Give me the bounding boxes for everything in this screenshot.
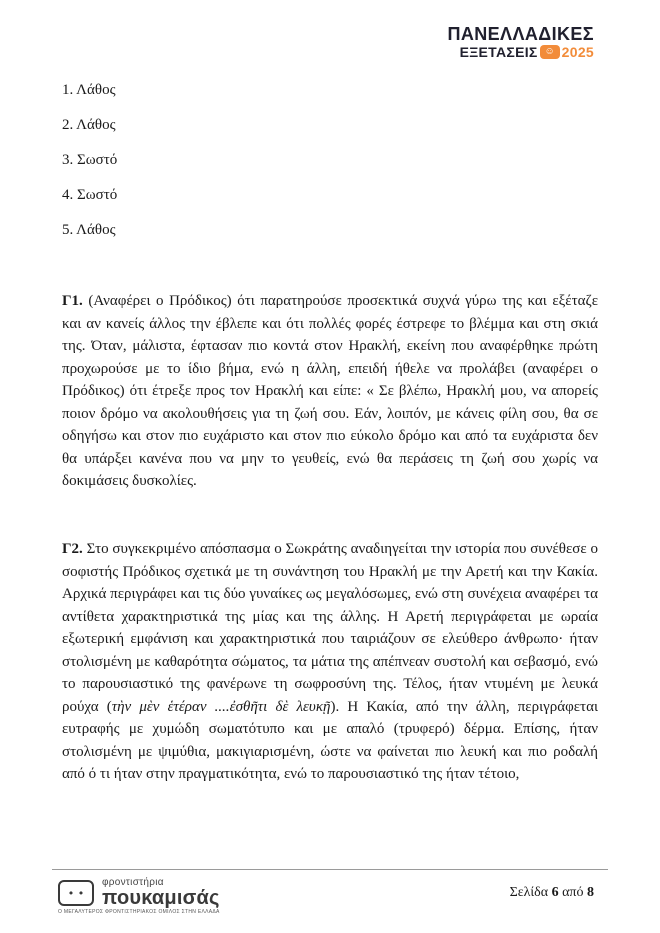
footer-logo <box>58 877 258 917</box>
brand-exams-label: ΕΞΕΤΑΣΕΙΣ <box>459 44 538 60</box>
page-number <box>510 885 594 901</box>
answer-g1-label: Γ1. <box>62 293 83 309</box>
brand-title: ΠΑΝΕΛΛΑΔΙΚΕΣ <box>447 24 594 44</box>
answer-g2-text-a: Στο συγκεκριμένο απόσπασμα ο Σωκράτης αναδιηγείται την ιστορία που συνέθεσε ο σοφιστής Πρόδικος σχετικά με τη συνάντηση του Ηρακλή με την Αρετή και την Κακία. Αρχικά περιγράφει και τις δύο γυναίκες ως μεγαλόσωμες, ενώ στη συνέχεια αναφέρει τα αντίθετα χαρακτηριστικά της μίας και της άλλης. Η Αρετή περιγράφεται με ωραία εξωτερική εμφάνιση και χαρακτηριστικά που ταιριάζουν σε ελεύθερο άνθρωπο· ήταν στολισμένη με καθαρότητα σώματος, τα μάτια της απέπνεαν συστολή και σεβασμό, ενώ το παρουσιαστικό της φανέρωνε τη σωφροσύνη της. Τέλος, ήταν ντυμένη με λευκά ρούχα ( <box>62 541 599 715</box>
answer-g1-text: (Αναφέρει ο Πρόδικος) ότι παρατηρούσε προσεκτικά συχνά γύρω της και εξέταζε και αν κανείς άλλος την έβλεπε και ότι πολλές φορές έστρεφε το βλέμμα και στη σκιά της. Όταν, μάλιστα, έφτασαν πιο κοντά στον Ηρακλή, εκείνη που αναφέρθηκε πρώτη προχωρούσε με το ίδιο βήμα, ενώ η άλλη, επειδή ήθελε να προλάβει (αναφέρει ο Πρόδικος) ότι έτρεξε προς τον Ηρακλή και είπε: « Σε βλέπω, Ηρακλή μου, να απορείς ποιον δρόμο να ακολουθήσεις για τη ζωή σου. Εάν, λοιπόν, με κάνεις φίλη σου, θα σε οδηγήσω και στον πιο ευχάριστο και στον πιο εύκολο δρόμο και από τα ευχάριστα δεν θα υπάρξει κανένα που να μην το γευθείς, ενώ θα περάσεις τη ζωή σου χωρίς να δοκιμάσεις δυσκολίες. <box>62 293 599 489</box>
answer-g2-label: Γ2. <box>62 541 83 557</box>
tf-answer-3: 3. Σωστό <box>62 152 118 168</box>
tf-answer-5: 5. Λάθος <box>62 222 116 238</box>
page-current: 6 <box>551 885 559 900</box>
brand-subtitle <box>447 45 594 59</box>
page-total: 8 <box>587 885 594 900</box>
brand-year: 2025 <box>561 44 594 60</box>
tf-answer-4: 4. Σωστό <box>62 187 118 203</box>
true-false-answers <box>62 81 117 256</box>
smiley-icon: ☺ <box>540 45 560 59</box>
page-of: από <box>562 885 584 900</box>
logo-name: πουκαμισάς <box>102 887 220 909</box>
footer-divider <box>52 869 608 870</box>
logo-small-text: φροντιστήρια <box>102 877 164 888</box>
tf-answer-2: 2. Λάθος <box>62 117 116 133</box>
logo-tagline: Ο ΜΕΓΑΛΥΤΕΡΟΣ ΦΡΟΝΤΙΣΤΗΡΙΑΚΟΣ ΟΜΙΛΟΣ ΣΤΗΝ ΕΛΛΑΔΑ <box>58 909 220 915</box>
exam-brand-badge <box>447 25 594 59</box>
page-word: Σελίδα <box>509 885 549 900</box>
answer-g2-text-b: ). Η Κακία, από την άλλη, περιγράφεται ευτραφής με χυμώδη σωματότυπο και με απαλό (τρυφερό) δέρμα. Επίσης, ήταν στολισμένη με ψιμύθια, μακιγιαρισμένη, ώστε να φαίνεται πιο λευκή και πιο ροδαλή από ό τι ήταν στην πραγματικότητα, ενώ το παρουσιαστικό της ήταν τέτοιο, <box>62 698 598 782</box>
tv-smiley-icon: • • <box>58 880 94 906</box>
tf-answer-1: 1. Λάθος <box>62 82 116 98</box>
answer-g2 <box>62 538 598 786</box>
answer-g1 <box>62 290 598 493</box>
answer-g2-quote: τὴν μὲν ἑτέραν ....ἐσθῆτι δὲ λευκῇ <box>111 698 331 715</box>
